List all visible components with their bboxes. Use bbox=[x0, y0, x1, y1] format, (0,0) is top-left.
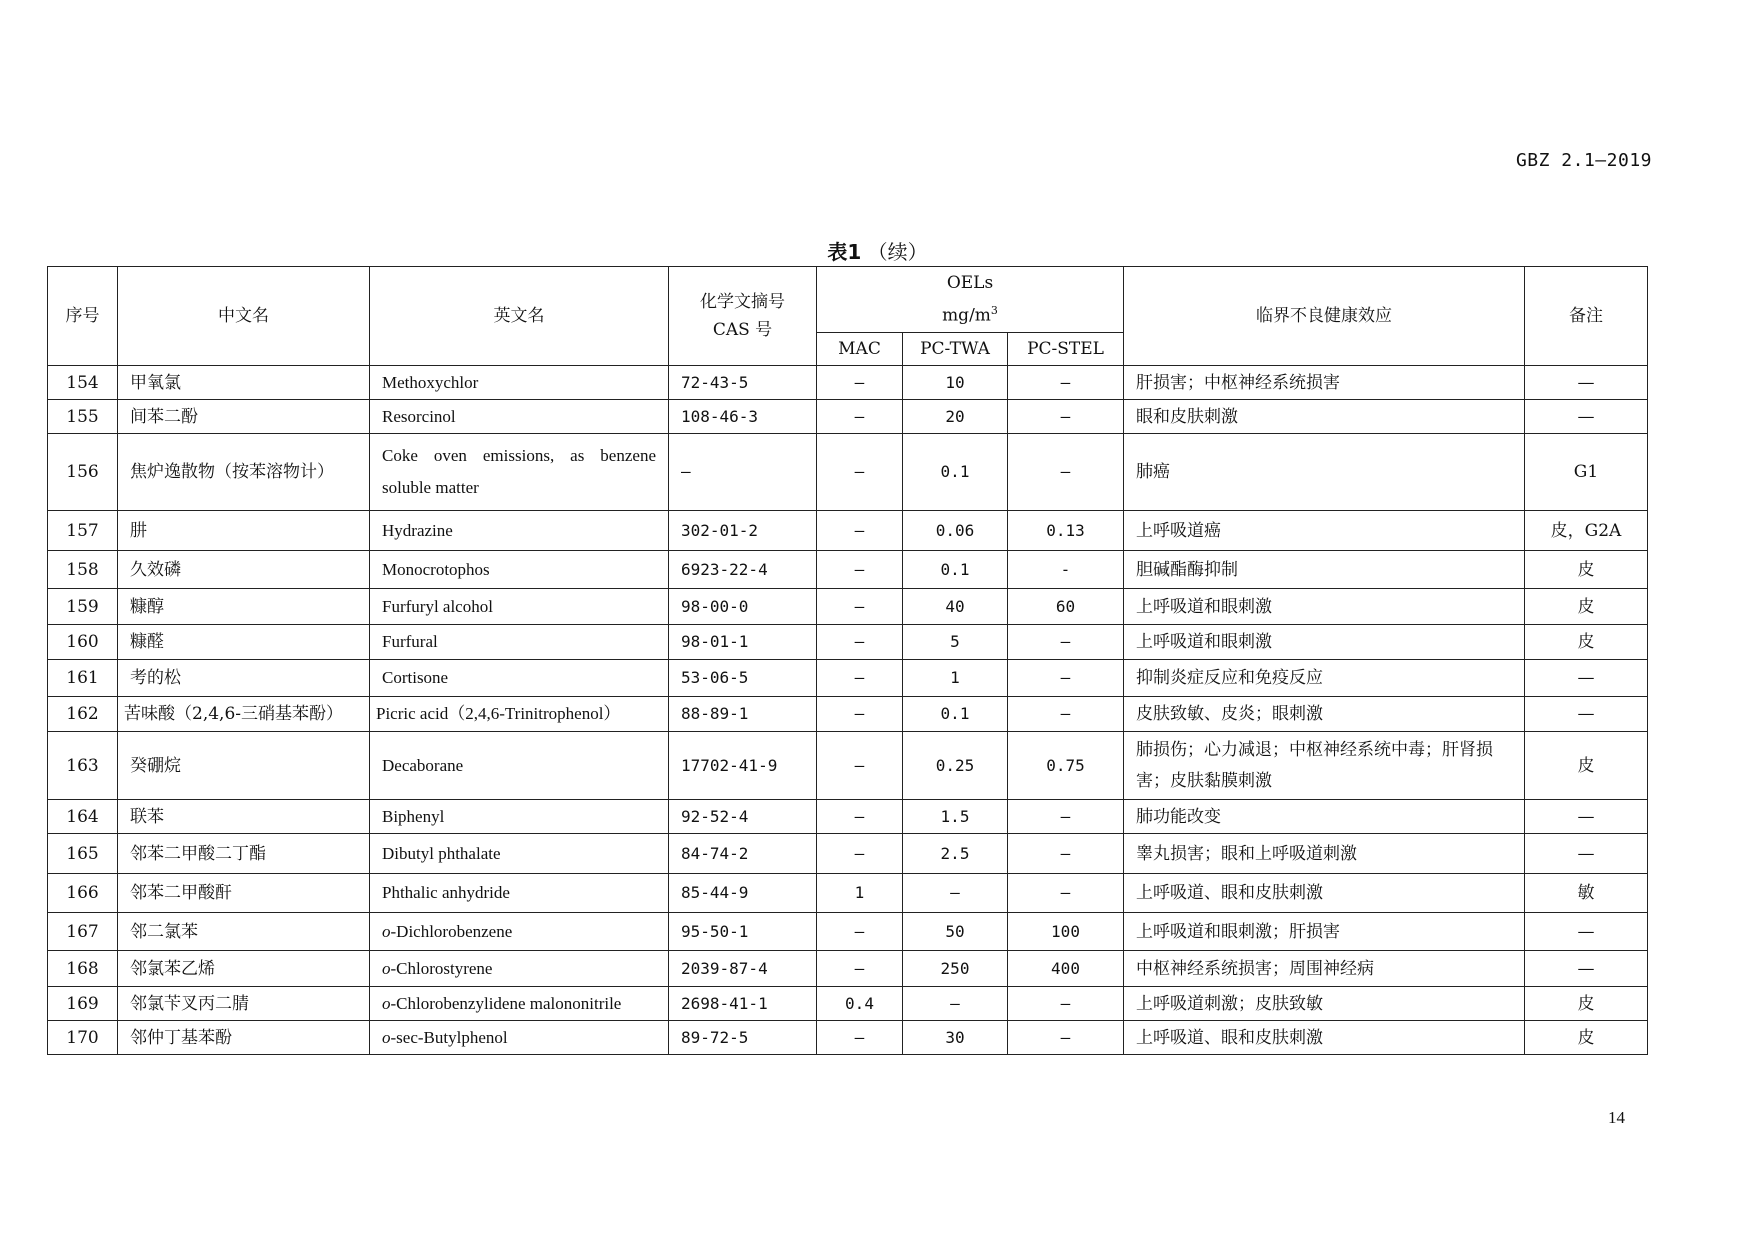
cell-effect: 上呼吸道刺激；皮肤致敏 bbox=[1124, 987, 1525, 1021]
cell-mac: — bbox=[817, 434, 903, 511]
cell-note: 皮 bbox=[1525, 551, 1648, 589]
cell-en-name: -sec-Butylphenol bbox=[390, 1027, 508, 1047]
col-header-cas bbox=[669, 267, 817, 366]
cell-pctwa: 0.1 bbox=[903, 697, 1008, 732]
cell-cas: 85-44-9 bbox=[669, 874, 817, 913]
oel-table bbox=[47, 266, 1648, 1055]
cell-note: — bbox=[1525, 834, 1648, 874]
cell-en bbox=[370, 913, 669, 951]
table-row bbox=[48, 625, 1648, 660]
cell-pcstel: — bbox=[1008, 366, 1124, 400]
cell-cas: 6923-22-4 bbox=[669, 551, 817, 589]
cell-en bbox=[370, 987, 669, 1021]
page-number: 14 bbox=[1608, 1108, 1625, 1127]
cell-note: — bbox=[1525, 951, 1648, 987]
cell-en: Picric acid（2,4,6-Trinitrophenol） bbox=[370, 697, 669, 732]
cell-no: 165 bbox=[48, 834, 118, 874]
cell-cn: 邻氯苄叉丙二腈 bbox=[118, 987, 370, 1021]
cell-effect-line1: 肺损伤；心力减退；中枢神经系统中毒；肝肾损 bbox=[1136, 739, 1493, 760]
cell-cn: 癸硼烷 bbox=[118, 732, 370, 800]
cell-cn: 邻二氯苯 bbox=[118, 913, 370, 951]
cell-no: 160 bbox=[48, 625, 118, 660]
cell-pctwa: 250 bbox=[903, 951, 1008, 987]
cell-pctwa: 0.1 bbox=[903, 434, 1008, 511]
cell-no: 167 bbox=[48, 913, 118, 951]
cell-note: G1 bbox=[1525, 434, 1648, 511]
col-header-pctwa: PC-TWA bbox=[903, 333, 1008, 366]
cell-no: 154 bbox=[48, 366, 118, 400]
cell-en-prefix: o bbox=[382, 1027, 391, 1047]
cell-effect: 肺功能改变 bbox=[1124, 800, 1525, 834]
cell-cn: 肼 bbox=[118, 511, 370, 551]
table-row bbox=[48, 951, 1648, 987]
unit-exponent: 3 bbox=[990, 304, 998, 318]
cell-mac: — bbox=[817, 951, 903, 987]
cell-pcstel: 0.75 bbox=[1008, 732, 1124, 800]
table-row bbox=[48, 366, 1648, 400]
cell-en: Furfuryl alcohol bbox=[370, 589, 669, 625]
cell-pctwa: 20 bbox=[903, 400, 1008, 434]
cell-cas: 108-46-3 bbox=[669, 400, 817, 434]
cell-cas: 84-74-2 bbox=[669, 834, 817, 874]
cell-cn: 间苯二酚 bbox=[118, 400, 370, 434]
cell-effect-line2: 害；皮肤黏膜刺激 bbox=[1136, 770, 1272, 791]
cell-pcstel: — bbox=[1008, 400, 1124, 434]
cell-cas: 98-00-0 bbox=[669, 589, 817, 625]
col-header-effect: 临界不良健康效应 bbox=[1124, 267, 1525, 366]
cell-pcstel: 0.13 bbox=[1008, 511, 1124, 551]
table-row bbox=[48, 874, 1648, 913]
cell-no: 157 bbox=[48, 511, 118, 551]
cell-pcstel: 400 bbox=[1008, 951, 1124, 987]
cell-note: — bbox=[1525, 400, 1648, 434]
cell-en: Hydrazine bbox=[370, 511, 669, 551]
cell-no: 161 bbox=[48, 660, 118, 697]
cell-cas: 89-72-5 bbox=[669, 1021, 817, 1055]
cell-note: 敏 bbox=[1525, 874, 1648, 913]
cell-note: 皮 bbox=[1525, 625, 1648, 660]
table-row bbox=[48, 660, 1648, 697]
cell-en: Monocrotophos bbox=[370, 551, 669, 589]
cell-cas: 2039-87-4 bbox=[669, 951, 817, 987]
table-row bbox=[48, 511, 1648, 551]
cell-effect: 中枢神经系统损害；周围神经病 bbox=[1124, 951, 1525, 987]
table-caption bbox=[0, 236, 1755, 265]
cell-en-prefix: o bbox=[382, 921, 391, 941]
cell-mac: — bbox=[817, 834, 903, 874]
cell-pcstel: — bbox=[1008, 874, 1124, 913]
cell-no: 168 bbox=[48, 951, 118, 987]
cell-pcstel: — bbox=[1008, 660, 1124, 697]
cell-cn: 联苯 bbox=[118, 800, 370, 834]
cell-pctwa: 50 bbox=[903, 913, 1008, 951]
cell-note: — bbox=[1525, 800, 1648, 834]
cell-pctwa: 1 bbox=[903, 660, 1008, 697]
cell-note: 皮 bbox=[1525, 732, 1648, 800]
cell-en: Decaborane bbox=[370, 732, 669, 800]
cell-no: 169 bbox=[48, 987, 118, 1021]
cell-cas: 302-01-2 bbox=[669, 511, 817, 551]
table-row bbox=[48, 434, 1648, 511]
cell-note: — bbox=[1525, 366, 1648, 400]
cell-cn: 考的松 bbox=[118, 660, 370, 697]
cell-en-name: -Chlorobenzylidene malononitrile bbox=[390, 993, 622, 1013]
cell-effect: 胆碱酯酶抑制 bbox=[1124, 551, 1525, 589]
table-row bbox=[48, 589, 1648, 625]
table-row bbox=[48, 732, 1648, 800]
cell-en-line1: Coke oven emissions, as benzene bbox=[382, 446, 656, 465]
cell-en-line2: soluble matter bbox=[382, 478, 479, 497]
col-header-pcstel: PC-STEL bbox=[1008, 333, 1124, 366]
table-row bbox=[48, 551, 1648, 589]
cell-note: — bbox=[1525, 660, 1648, 697]
cell-no: 170 bbox=[48, 1021, 118, 1055]
cell-pcstel: — bbox=[1008, 987, 1124, 1021]
cell-cn: 邻氯苯乙烯 bbox=[118, 951, 370, 987]
cell-mac: — bbox=[817, 913, 903, 951]
cell-cas: 95-50-1 bbox=[669, 913, 817, 951]
cell-mac: — bbox=[817, 1021, 903, 1055]
cell-pcstel: — bbox=[1008, 834, 1124, 874]
cell-en: Cortisone bbox=[370, 660, 669, 697]
cell-pctwa: 2.5 bbox=[903, 834, 1008, 874]
cell-cn: 邻仲丁基苯酚 bbox=[118, 1021, 370, 1055]
cell-cn: 糠醇 bbox=[118, 589, 370, 625]
cell-effect: 抑制炎症反应和免疫反应 bbox=[1124, 660, 1525, 697]
cell-effect: 上呼吸道、眼和皮肤刺激 bbox=[1124, 874, 1525, 913]
cell-cn: 甲氧氯 bbox=[118, 366, 370, 400]
cell-pctwa: 0.1 bbox=[903, 551, 1008, 589]
table-row bbox=[48, 987, 1648, 1021]
unit-base: mg/m bbox=[942, 305, 991, 326]
col-header-oels bbox=[817, 267, 1124, 333]
col-header-cas-line2: CAS 号 bbox=[712, 320, 773, 340]
cell-cn: 久效磷 bbox=[118, 551, 370, 589]
cell-no: 166 bbox=[48, 874, 118, 913]
cell-pcstel: — bbox=[1008, 697, 1124, 732]
cell-mac: — bbox=[817, 366, 903, 400]
table-continued-label: （续） bbox=[867, 240, 928, 264]
cell-en-prefix: o bbox=[382, 958, 391, 978]
table-row bbox=[48, 913, 1648, 951]
cell-en-name: -Chlorostyrene bbox=[390, 958, 493, 978]
cell-effect: 眼和皮肤刺激 bbox=[1124, 400, 1525, 434]
cell-pcstel: — bbox=[1008, 434, 1124, 511]
cell-note: — bbox=[1525, 913, 1648, 951]
cell-pcstel: — bbox=[1008, 800, 1124, 834]
cell-pctwa: 40 bbox=[903, 589, 1008, 625]
cell-cas: 72-43-5 bbox=[669, 366, 817, 400]
col-header-en: 英文名 bbox=[370, 267, 669, 366]
cell-en bbox=[370, 434, 669, 511]
cell-no: 164 bbox=[48, 800, 118, 834]
cell-effect: 上呼吸道和眼刺激 bbox=[1124, 625, 1525, 660]
cell-pctwa: 5 bbox=[903, 625, 1008, 660]
col-header-cas-line1: 化学文摘号 bbox=[700, 292, 785, 312]
cell-no: 163 bbox=[48, 732, 118, 800]
cell-cas: 53-06-5 bbox=[669, 660, 817, 697]
cell-cn: 邻苯二甲酸二丁酯 bbox=[118, 834, 370, 874]
standard-code: GBZ 2.1—2019 bbox=[1515, 150, 1652, 171]
cell-effect: 上呼吸道、眼和皮肤刺激 bbox=[1124, 1021, 1525, 1055]
cell-no: 159 bbox=[48, 589, 118, 625]
cell-cas: 2698-41-1 bbox=[669, 987, 817, 1021]
cell-en: Dibutyl phthalate bbox=[370, 834, 669, 874]
cell-note: — bbox=[1525, 697, 1648, 732]
cell-pcstel: — bbox=[1008, 625, 1124, 660]
table-row bbox=[48, 1021, 1648, 1055]
cell-pcstel: 100 bbox=[1008, 913, 1124, 951]
cell-cas: 17702-41-9 bbox=[669, 732, 817, 800]
cell-pcstel: — bbox=[1008, 1021, 1124, 1055]
cell-en: Biphenyl bbox=[370, 800, 669, 834]
cell-mac: 1 bbox=[817, 874, 903, 913]
cell-en bbox=[370, 951, 669, 987]
cell-pctwa: 10 bbox=[903, 366, 1008, 400]
cell-pcstel: - bbox=[1008, 551, 1124, 589]
cell-mac: — bbox=[817, 551, 903, 589]
cell-mac: — bbox=[817, 732, 903, 800]
table-row bbox=[48, 697, 1648, 732]
cell-note: 皮 bbox=[1525, 589, 1648, 625]
cell-cas: 98-01-1 bbox=[669, 625, 817, 660]
cell-cas: — bbox=[669, 434, 817, 511]
cell-mac: — bbox=[817, 511, 903, 551]
cell-effect: 上呼吸道和眼刺激 bbox=[1124, 589, 1525, 625]
cell-en: Resorcinol bbox=[370, 400, 669, 434]
cell-effect: 上呼吸道和眼刺激；肝损害 bbox=[1124, 913, 1525, 951]
cell-cas: 88-89-1 bbox=[669, 697, 817, 732]
cell-no: 156 bbox=[48, 434, 118, 511]
cell-mac: — bbox=[817, 660, 903, 697]
table-row bbox=[48, 834, 1648, 874]
table-row bbox=[48, 400, 1648, 434]
cell-effect: 皮肤致敏、皮炎；眼刺激 bbox=[1124, 697, 1525, 732]
cell-en-prefix: o bbox=[382, 993, 391, 1013]
table-row bbox=[48, 800, 1648, 834]
cell-en bbox=[370, 1021, 669, 1055]
cell-mac: — bbox=[817, 589, 903, 625]
cell-note: 皮 bbox=[1525, 1021, 1648, 1055]
cell-mac: — bbox=[817, 625, 903, 660]
cell-note: 皮，G2A bbox=[1525, 511, 1648, 551]
cell-cn: 糠醛 bbox=[118, 625, 370, 660]
cell-cas: 92-52-4 bbox=[669, 800, 817, 834]
cell-effect bbox=[1124, 732, 1525, 800]
cell-en: Phthalic anhydride bbox=[370, 874, 669, 913]
cell-cn: 邻苯二甲酸酐 bbox=[118, 874, 370, 913]
cell-mac: — bbox=[817, 697, 903, 732]
cell-mac: — bbox=[817, 800, 903, 834]
cell-effect: 睾丸损害；眼和上呼吸道刺激 bbox=[1124, 834, 1525, 874]
col-header-mac: MAC bbox=[817, 333, 903, 366]
cell-pcstel: 60 bbox=[1008, 589, 1124, 625]
cell-en-name: -Dichlorobenzene bbox=[390, 921, 513, 941]
cell-mac: 0.4 bbox=[817, 987, 903, 1021]
cell-no: 155 bbox=[48, 400, 118, 434]
cell-no: 162 bbox=[48, 697, 118, 732]
cell-effect: 肝损害；中枢神经系统损害 bbox=[1124, 366, 1525, 400]
cell-mac: — bbox=[817, 400, 903, 434]
cell-no: 158 bbox=[48, 551, 118, 589]
col-header-cn: 中文名 bbox=[118, 267, 370, 366]
cell-cn: 焦炉逸散物（按苯溶物计） bbox=[118, 434, 370, 511]
col-header-oels-line1: OELs bbox=[946, 273, 994, 294]
cell-effect: 肺癌 bbox=[1124, 434, 1525, 511]
cell-pctwa: 1.5 bbox=[903, 800, 1008, 834]
cell-en: Methoxychlor bbox=[370, 366, 669, 400]
cell-pctwa: 0.25 bbox=[903, 732, 1008, 800]
col-header-oels-unit bbox=[829, 297, 1111, 330]
cell-pctwa: — bbox=[903, 987, 1008, 1021]
col-header-note: 备注 bbox=[1525, 267, 1648, 366]
cell-pctwa: — bbox=[903, 874, 1008, 913]
cell-note: 皮 bbox=[1525, 987, 1648, 1021]
col-header-no: 序号 bbox=[48, 267, 118, 366]
table-number: 表1 bbox=[827, 240, 862, 264]
cell-en: Furfural bbox=[370, 625, 669, 660]
cell-pctwa: 30 bbox=[903, 1021, 1008, 1055]
cell-effect: 上呼吸道癌 bbox=[1124, 511, 1525, 551]
cell-cn: 苦味酸（2,4,6-三硝基苯酚） bbox=[118, 697, 370, 732]
cell-pctwa: 0.06 bbox=[903, 511, 1008, 551]
